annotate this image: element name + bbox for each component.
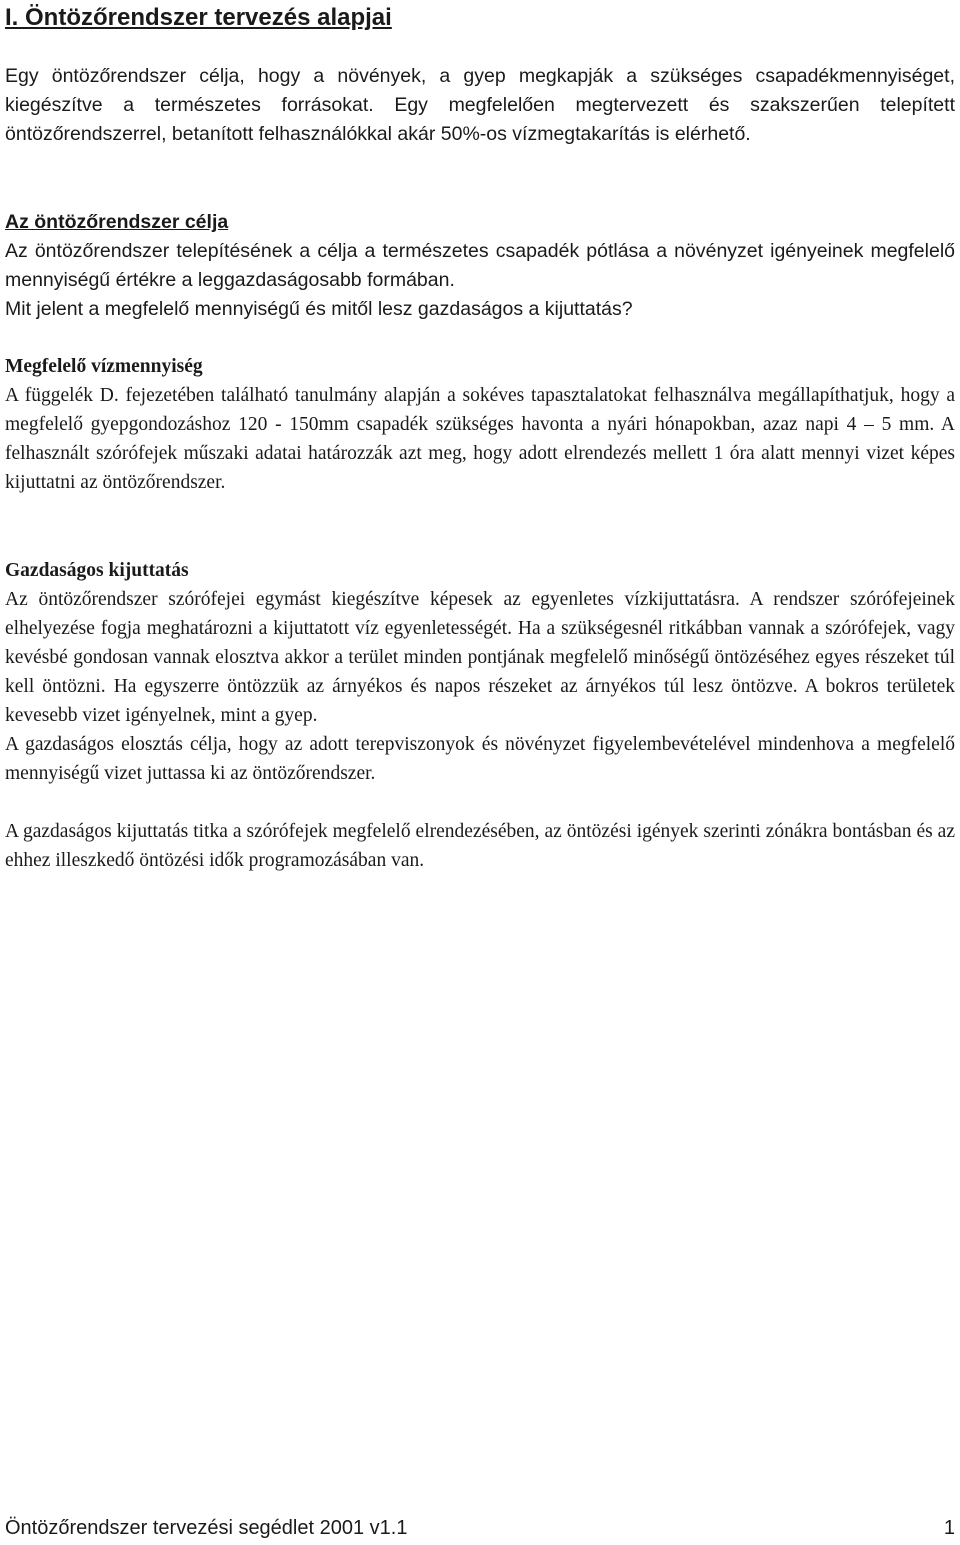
- section-economic-paragraph-1: Az öntözőrendszer szórófejei egymást kiegészítve képesek az egyenletes vízkijuttatásra. A rendszer szórófejeinek elhelyezése fogja meghatározni a kijuttatott víz egyenletességét. Ha a szükségesnél ritkábban vannak a szórófejek, vagy kevésbé gondosan vannak elosztva akkor a terület minden pontjának megfelelő minőségű öntözéséhez egyes részeket túl kell öntözni. Ha egyszerre öntözzük az árnyékos és napos részeket az árnyékos túl lesz öntözve. A bokros területek kevesebb vizet igényelnek, mint a gyep.: [5, 589, 955, 726]
- footer-document-title: Öntözőrendszer tervezési segédlet 2001 v1.1: [5, 1517, 408, 1539]
- section-goal-heading: Az öntözőrendszer célja: [5, 211, 229, 233]
- section-economic-heading: Gazdaságos kijuttatás: [5, 560, 189, 581]
- page-footer: [5, 1514, 955, 1542]
- section-water-paragraph: A függelék D. fejezetében található tanulmány alapján a sokéves tapasztalatokat felhasználva megállapíthatjuk, hogy a megfelelő gyepgondozáshoz 120 - 150mm csapadék szükséges havonta a nyári hónapokban, azaz napi 4 – 5 mm. A felhasznált szórófejek műszaki adatai határozzák azt meg, hogy adott elrendezés mellett 1 óra alatt mennyi vizet képes kijuttatni az öntözőrendszer.: [5, 385, 955, 493]
- section-goal: [5, 208, 955, 324]
- section-economic: [5, 556, 955, 875]
- section-economic-paragraph-3: A gazdaságos kijuttatás titka a szórófejek megfelelő elrendezésében, az öntözési igények szerinti zónákra bontásban és az ehhez illeszkedő öntözési idők programozásában van.: [5, 821, 955, 871]
- section-goal-question: Mit jelent a megfelelő mennyiségű és mitől lesz gazdaságos a kijuttatás?: [5, 298, 633, 320]
- section-water: [5, 352, 955, 497]
- section-water-heading: Megfelelő vízmennyiség: [5, 356, 203, 377]
- page-title: I. Öntözőrendszer tervezés alapjai: [5, 4, 392, 31]
- footer-page-number: 1: [943, 1517, 955, 1539]
- section-economic-paragraph-2: A gazdaságos elosztás célja, hogy az adott terepviszonyok és növényzet figyelembevételével mindenhova a megfelelő mennyiségű vizet juttassa ki az öntözőrendszer.: [5, 734, 955, 784]
- intro-paragraph: Egy öntözőrendszer célja, hogy a növények, a gyep megkapják a szükséges csapadékmennyiséget, kiegészítve a természetes forrásokat. Egy megfelelően megtervezett és szakszerűen telepített öntözőrendszerrel, betanított felhasználókkal akár 50%-os vízmegtakarítás is elérhető.: [5, 65, 955, 145]
- section-goal-paragraph: Az öntözőrendszer telepítésének a célja a természetes csapadék pótlása a növényzet igényeinek megfelelő mennyiségű értékre a leggazdaságosabb formában.: [5, 240, 955, 291]
